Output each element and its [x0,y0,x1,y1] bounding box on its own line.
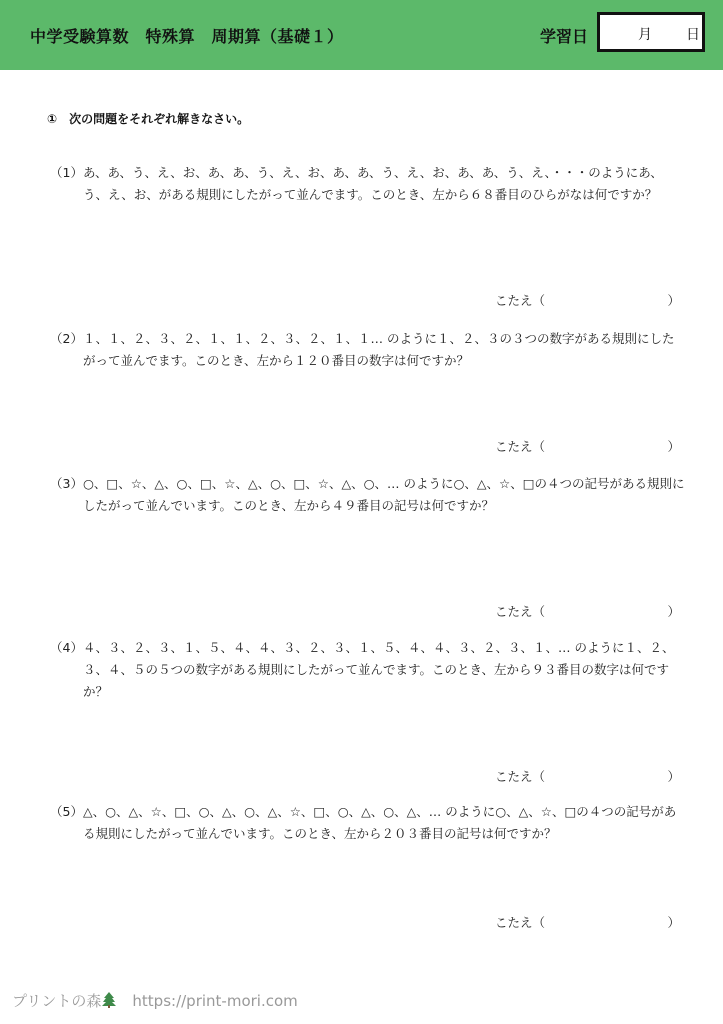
answer-field-1[interactable] [495,291,680,311]
tree-icon [102,992,116,1012]
answer-label: こたえ（ [495,439,546,454]
answer-label: こたえ（ [495,604,546,619]
answer-label: こたえ（ [495,769,546,784]
day-label: 日 [686,27,700,43]
question-text: ○、□、☆、△、○、□、☆、△、○、□、☆、△、○、… のように○、△、☆、□の４つの記号がある規則にしたがって並んでいます。このとき、左から４９番目の記号は何ですか？ [83,476,685,513]
header-bar [0,0,723,70]
question-text: ４、３、２、３、１、５、４、４、３、２、３、１、５、４、４、３、２、３、１、… のように１、２、３、４、５の５つの数字がある規則にしたがって並んでます。このとき、左から９３番目の数字は何ですか？ [83,640,675,699]
answer-field-4[interactable] [495,767,680,787]
study-date-label: 学習日 [540,27,589,46]
question-number: （2） [50,331,83,346]
question-number: （3） [50,476,83,491]
month-label: 月 [638,27,652,43]
study-date-box[interactable] [597,12,705,52]
answer-field-5[interactable] [495,913,680,933]
instruction-text: ① 次の問題をそれぞれ解きなさい。 [47,112,250,126]
answer-field-3[interactable] [495,602,680,622]
page-title: 中学受験算数 特殊算 周期算（基礎１） [30,27,344,46]
question-text: あ、あ、う、え、お、あ、あ、う、え、お、あ、あ、う、え、お、あ、あ、う、え、・・・のようにあ、う、え、お、がある規則にしたがって並んでます。このとき、左から６８番目のひらがなは何ですか？ [83,165,663,202]
answer-close-paren: ） [667,293,680,308]
question-number: （5） [50,804,83,819]
question-number: （1） [50,165,83,180]
answer-field-2[interactable] [495,437,680,457]
answer-label: こたえ（ [495,915,546,930]
answer-close-paren: ） [667,769,680,784]
answer-close-paren: ） [667,604,680,619]
footer [12,990,298,1012]
question-text: １、１、２、３、２、１、１、２、３、２、１、１… のように１、２、３の３つの数字がある規則にしたがって並んでます。このとき、左から１２０番目の数字は何ですか？ [83,331,675,368]
answer-close-paren: ） [667,915,680,930]
footer-brand: プリントの森 [12,992,102,1010]
question-number: （4） [50,640,83,655]
question-text: △、○、△、☆、□、○、△、○、△、☆、□、○、△、○、△、… のように○、△、☆、□の４つの記号がある規則にしたがって並んでいます。このとき、左から２０３番目の記号は何ですか？ [83,804,677,841]
answer-label: こたえ（ [495,293,546,308]
answer-close-paren: ） [667,439,680,454]
footer-url[interactable]: https://print-mori.com [132,992,298,1010]
